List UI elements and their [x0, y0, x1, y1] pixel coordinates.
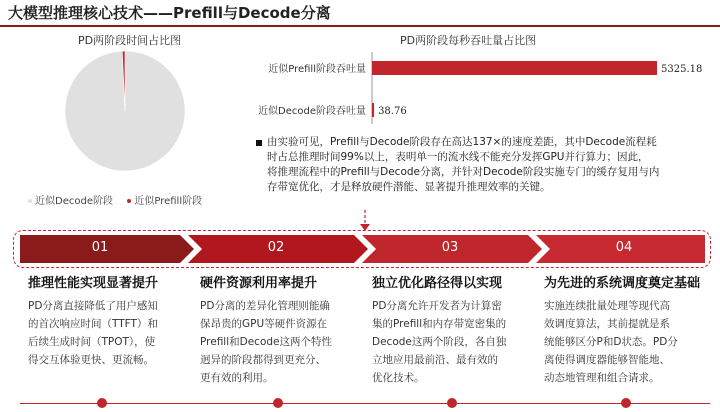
bar-chart [240, 48, 715, 128]
note-line: 由实验可见，Prefill与Decode阶段存在高达137×的速度差距，其中Decode流程耗 [267, 136, 657, 148]
title-divider [0, 25, 720, 27]
bar-decode [372, 103, 374, 117]
legend-label-prefill: 近似Prefill阶段 [134, 196, 203, 207]
timeline-line [20, 403, 710, 404]
timeline-dot [621, 398, 631, 408]
step-number-04: 04 [615, 240, 633, 255]
step-card-04 [544, 272, 714, 387]
step-description: PD分离的差异化管理则能确 保昂贵的GPU等硬件资源在 Prefill和Decode这两个特性 迥异的阶段都得到更充分、 更有效的利用。 [200, 300, 333, 384]
note-line: 时占总推理时间99%以上，表明单一的流水线不能充分发挥GPU并行算力；因此， [267, 151, 649, 163]
bar-prefill [372, 61, 657, 75]
bar-chart-title: PD两阶段每秒吞吐量占比图 [400, 34, 537, 47]
step-number-01: 01 [91, 240, 109, 255]
legend-swatch-prefill [127, 199, 131, 203]
step-title: 硬件资源利用率提升 [200, 276, 318, 291]
step-title: 为先进的系统调度奠定基础 [544, 276, 701, 291]
analysis-note [254, 135, 714, 195]
pie-legend [28, 192, 202, 207]
pie-chart-title: PD两阶段时间占比图 [78, 34, 182, 47]
step-description: PD分离直接降低了用户感知 的首次响应时间（TTFT）和 后续生成时间（TPOT），使 得交互体验更快、更流畅。 [28, 300, 158, 366]
step-description: 实施连续批量处理等现代高 效调度算法，其前提就是系 统能够区分P和D状态。PD分 离使得调度器能够智能地、 动态地管理和组合请求。 [544, 300, 678, 384]
legend-label-decode: 近似Decode阶段 [35, 196, 113, 207]
step-title: 推理性能实现显著提升 [28, 276, 159, 291]
step-card-03 [372, 272, 532, 387]
step-number-03: 03 [441, 240, 459, 255]
step-card-01 [28, 272, 188, 369]
bar-value-label: 5325.18 [661, 64, 703, 75]
legend-swatch-decode [28, 199, 32, 203]
bar-category-label: 近似Decode阶段吞吐量 [258, 106, 366, 117]
bar-category-label: 近似Prefill阶段吞吐量 [268, 64, 366, 75]
step-title: 独立优化路径得以实现 [372, 276, 503, 291]
step-card-02 [200, 272, 360, 387]
page-title: 大模型推理核心技术——Prefill与Decode分离 [8, 4, 331, 22]
note-line: 存带宽优化，才是释放硬件潜能、显著提升推理效率的关键。 [267, 181, 551, 193]
timeline-dot [273, 398, 283, 408]
note-line: 将推理流程中的Prefill与Decode分离，并针对Decode阶段实施专门的缓存复用与内 [267, 166, 660, 178]
pie-chart [62, 48, 188, 174]
bar-value-label: 38.76 [378, 106, 407, 117]
step-description: PD分离允许开发者为计算密 集的Prefill和内存带宽密集的 Decode这两个阶段，各自独 立地应用最前沿、最有效的 优化技术。 [372, 300, 507, 384]
timeline-dot [97, 398, 107, 408]
step-number-02: 02 [267, 240, 285, 255]
connector-arrow [355, 210, 375, 232]
timeline-dot [447, 398, 457, 408]
